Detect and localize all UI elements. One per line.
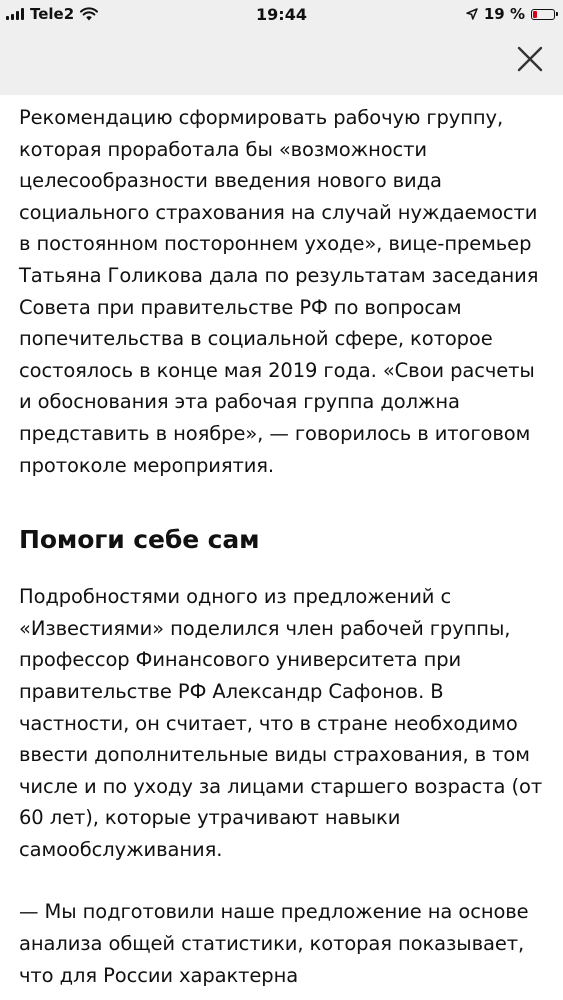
article-paragraph: — Мы подготовили наше предложение на основе анализа общей статистики, которая показывает, что для России характерна bbox=[19, 900, 529, 987]
reader-top-bar bbox=[0, 30, 563, 95]
article-paragraph: Рекомендацию сформировать рабочую группу, которая проработала бы «возможности целесообразности введения нового вида социального страхования на случай нуждаемости в постоянном постороннем уходе», вице-премьер Татьяна Голикова дала по результатам заседания Совета при правительстве РФ по вопросам попечительства в социальной сфере, которое состоялось в конце мая 2019 года. «Свои расчеты и обоснования эта рабочая группа должна представить в ноябре», — говорилось в итоговом протоколе мероприятия. bbox=[19, 106, 539, 477]
clock: 19:44 bbox=[256, 5, 307, 24]
status-bar bbox=[0, 0, 563, 30]
location-arrow-icon bbox=[466, 8, 478, 20]
battery-percent: 19 % bbox=[483, 5, 525, 23]
section-heading: Помоги себе сам bbox=[19, 525, 260, 555]
article-paragraph: Подробностями одного из предложений с «Известиями» поделился член рабочей группы, профессор Финансового университета при правительстве РФ Александр Сафонов. В частности, он считает, что в стране необходимо ввести дополнительные виды страхования, в том числе и по уходу за лицами старшего возраста (от 60 лет), которые утрачивают навыки самообслуживания. bbox=[19, 585, 543, 861]
article-body bbox=[19, 102, 549, 991]
battery-fill bbox=[533, 11, 537, 18]
close-icon[interactable] bbox=[515, 44, 545, 74]
status-right bbox=[466, 5, 555, 23]
battery-icon bbox=[531, 9, 555, 20]
carrier-label: Tele2 bbox=[30, 5, 75, 23]
